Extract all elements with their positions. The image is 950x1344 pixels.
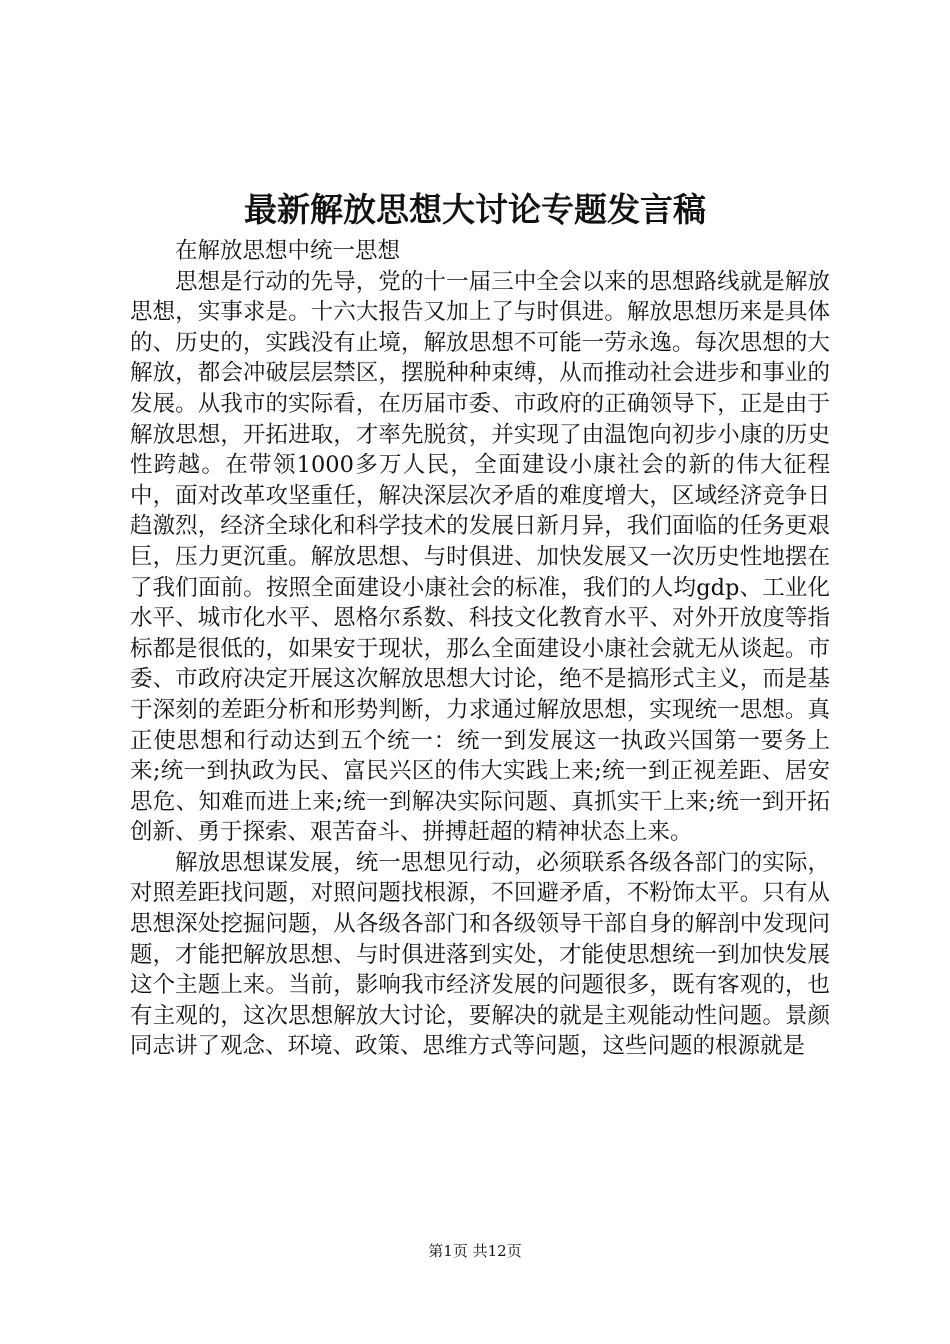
body-paragraph: 思想是行动的先导，党的十一届三中全会以来的思想路线就是解放思想，实事求是。十六大报告又加上了与时俱进。解放思想历来是具体的、历史的，实践没有止境，解放思想不可能一劳永逸。每次思想的大解放，都会冲破层层禁区，摆脱种种束缚，从而推动社会进步和事业的发展。从我市的实际看，在历届市委、市政府的正确领导下，正是由于解放思想，开拓进取，才率先脱贫，并实现了由温饱向初步小康的历史性跨越。在带领1000多万人民，全面建设小康社会的新的伟大征程中，面对改革攻坚重任，解决深层次矛盾的难度增大，区域经济竞争日趋激烈，经济全球化和科学技术的发展日新月异，我们面临的任务更艰巨，压力更沉重。解放思想、与时俱进、加快发展又一次历史性地摆在了我们面前。按照全面建设小康社会的标准，我们的人均gdp、工业化水平、城市化水平、恩格尔系数、科技文化教育水平、对外开放度等指标都是很低的，如果安于现状，那么全面建设小康社会就无从谈起。市委、市政府决定开展这次解放思想大讨论，绝不是搞形式主义，而是基于深刻的差距分析和形势判断，力求通过解放思想，实现统一思想。真正使思想和行动达到五个统一：统一到发展这一执政兴国第一要务上来;统一到执政为民、富民兴区的伟大实践上来;统一到正视差距、居安思危、知难而进上来;统一到解决实际问题、真抓实干上来;统一到开拓创新、勇于探索、艰苦奋斗、拼搏赶超的精神状态上来。 [130, 268, 830, 846]
document-body [130, 236, 830, 1062]
body-paragraph: 解放思想谋发展，统一思想见行动，必须联系各级各部门的实际，对照差距找问题，对照问题找根源，不回避矛盾，不粉饰太平。只有从思想深处挖掘问题，从各级各部门和各级领导干部自身的解剖中发现问题，才能把解放思想、与时俱进落到实处，才能使思想统一到加快发展这个主题上来。当前，影响我市经济发展的问题很多，既有客观的，也有主观的，这次思想解放大讨论，要解决的就是主观能动性问题。景颜同志讲了观念、环境、政策、思维方式等问题，这些问题的根源就是 [130, 849, 830, 1060]
document-title: 最新解放思想大讨论专题发言稿 [244, 190, 706, 229]
section-heading: 在解放思想中统一思想 [175, 238, 401, 264]
page-number: 第1页 共12页 [428, 1242, 522, 1260]
